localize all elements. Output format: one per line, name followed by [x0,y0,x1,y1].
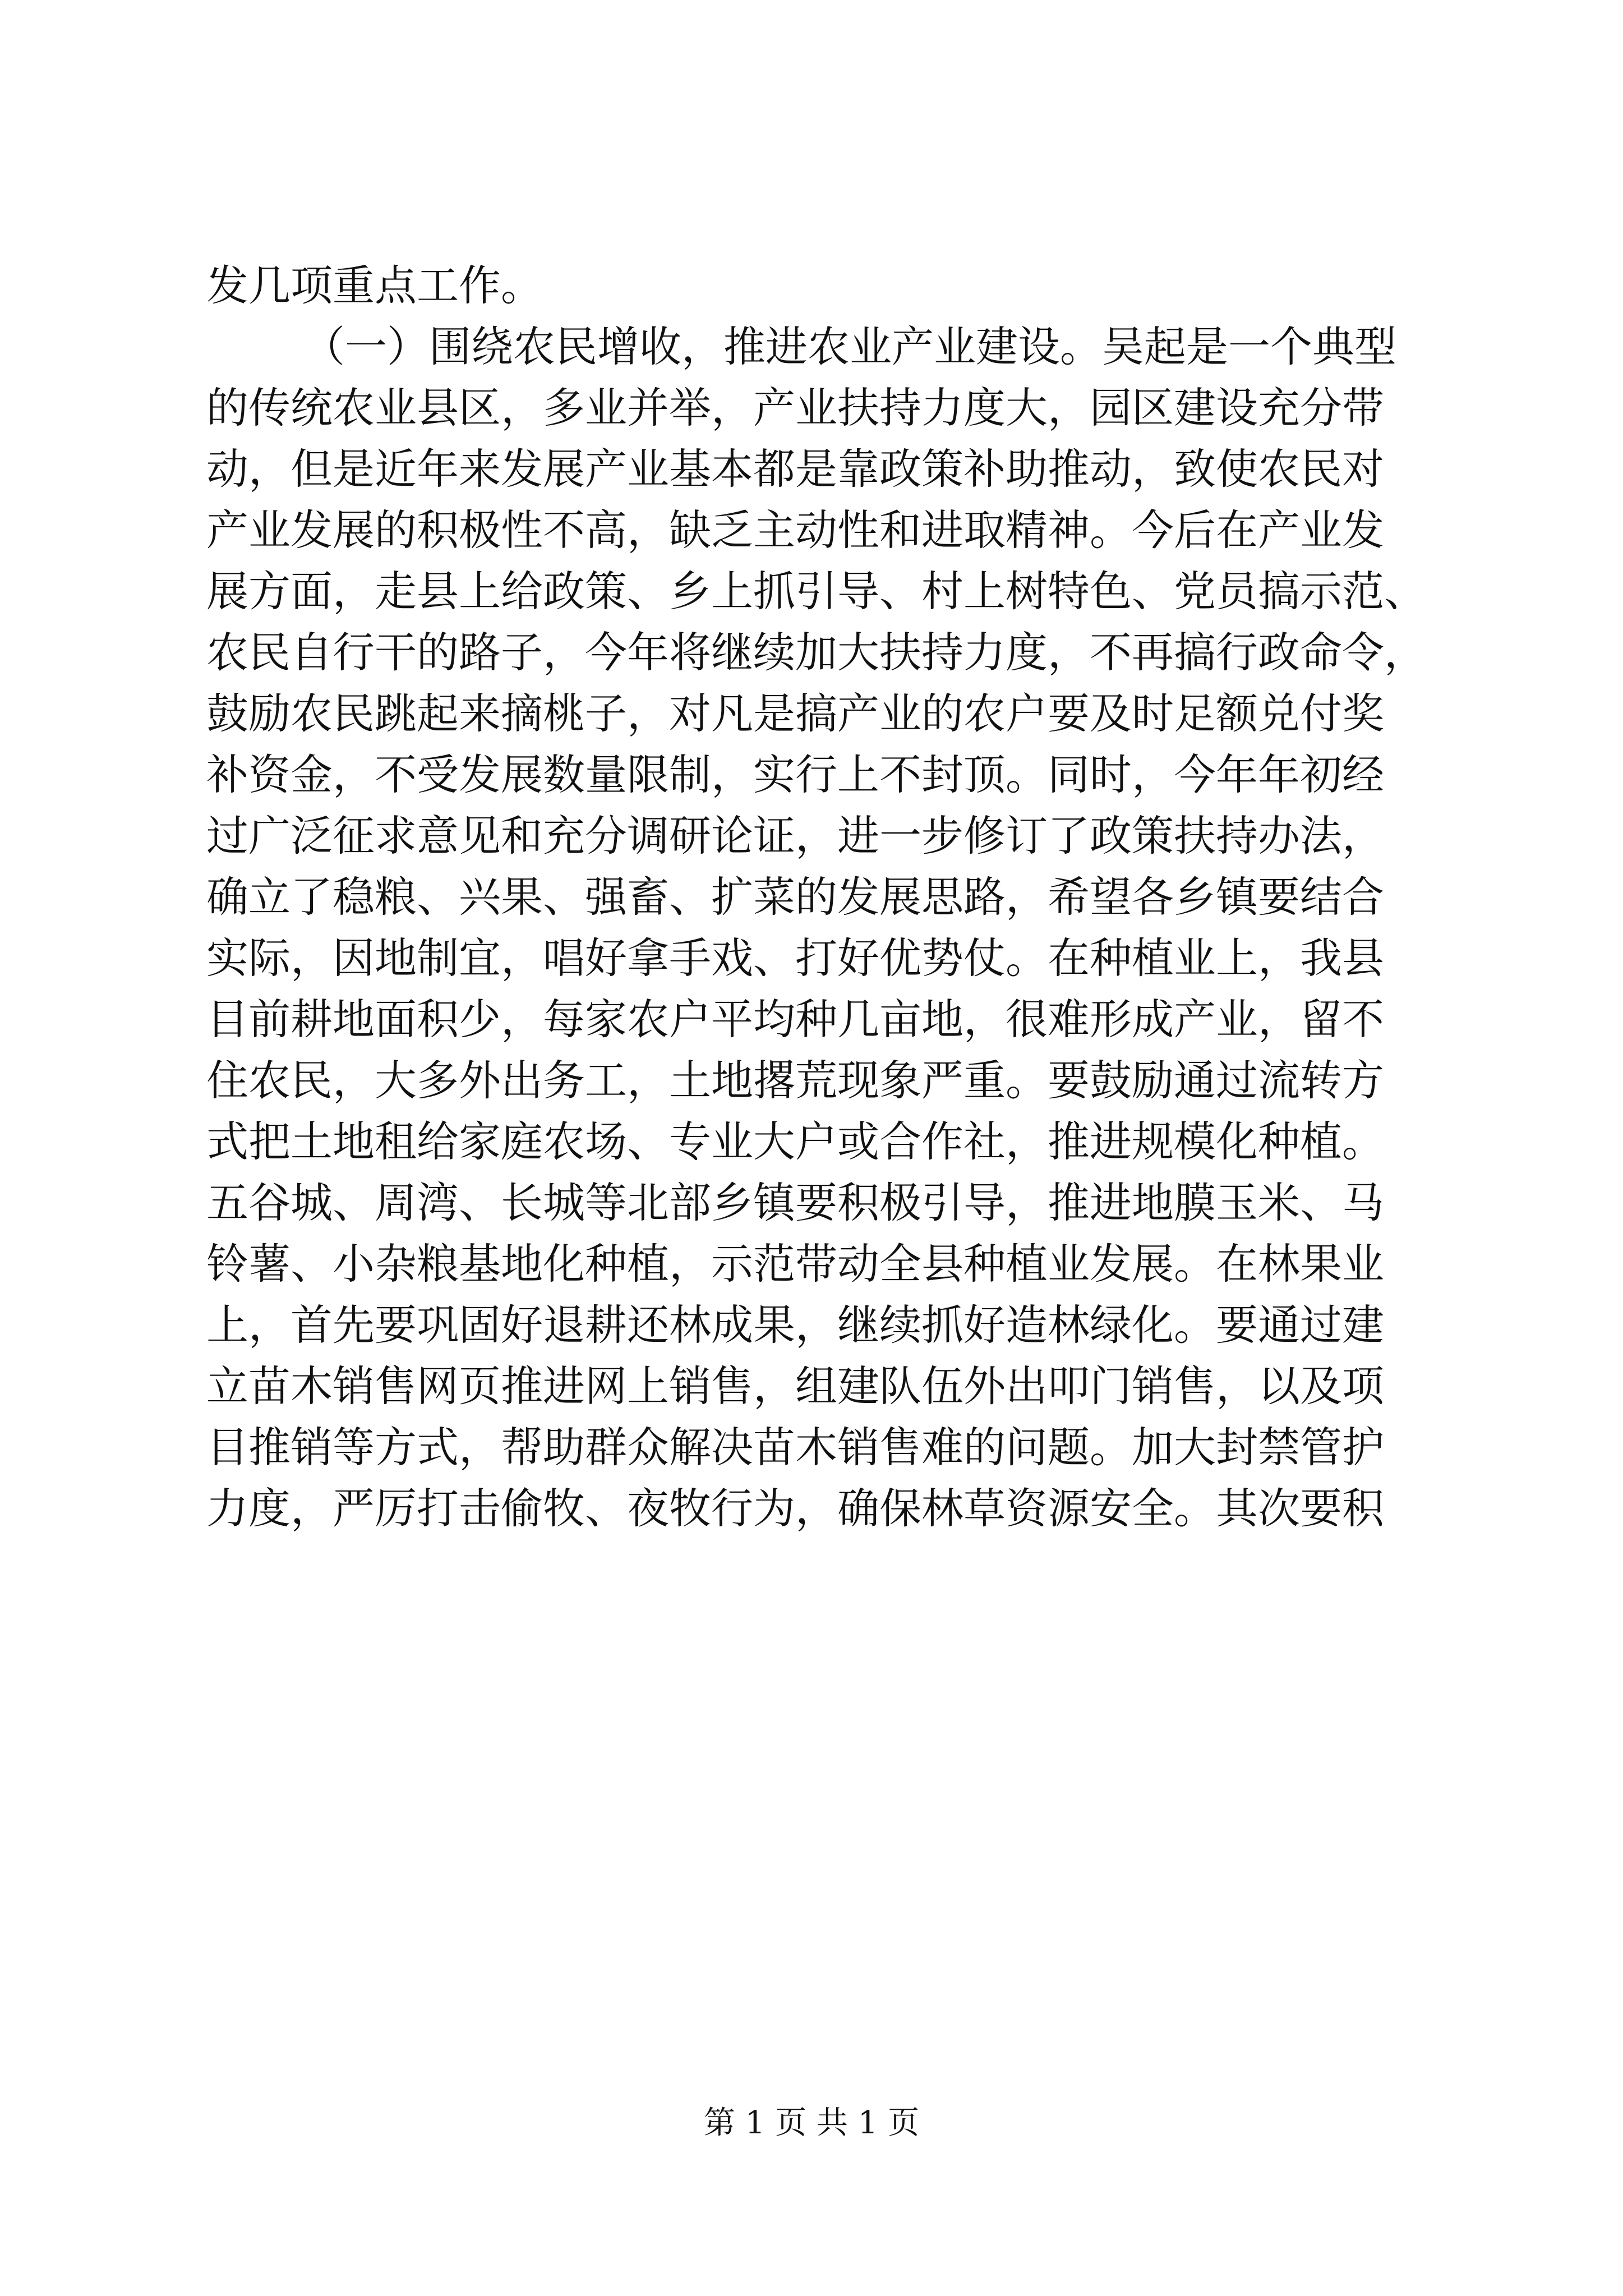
text-line: 目推销等方式，帮助群众解决苗木销售难的问题。加大封禁管护 [206,1423,1385,1472]
text-line: 力度，严厉打击偷牧、夜牧行为，确保林草资源安全。其次要积 [206,1484,1385,1533]
text-line: 展方面，走县上给政策、乡上抓引导、村上树特色、党员搞示范、 [206,567,1427,616]
body-text [206,255,1429,1539]
text-line: 农民自行干的路子，今年将继续加大扶持力度，不再搞行政命令， [206,628,1427,677]
text-line: 补资金，不受发展数量限制，实行上不封顶。同时，今年年初经 [206,750,1385,799]
text-line: 立苗木销售网页推进网上销售，组建队伍外出叩门销售，以及项 [206,1361,1385,1411]
text-line: 上，首先要巩固好退耕还林成果，继续抓好造林绿化。要通过建 [206,1300,1385,1350]
text-line: 发几项重点工作。 [206,261,543,310]
text-line: 动，但是近年来发展产业基本都是靠政策补助推动，致使农民对 [206,444,1385,494]
text-line: 铃薯、小杂粮基地化种植，示范带动全县种植业发展。在林果业 [206,1239,1385,1289]
text-line: 产业发展的积极性不高，缺乏主动性和进取精神。今后在产业发 [206,505,1385,555]
text-line: 鼓励农民跳起来摘桃子，对凡是搞产业的农户要及时足额兑付奖 [206,689,1385,738]
text-line: 的传统农业县区，多业并举，产业扶持力度大，园区建设充分带 [206,383,1385,432]
text-line: 住农民，大多外出务工，土地撂荒现象严重。要鼓励通过流转方 [206,1056,1385,1105]
text-line: 确立了稳粮、兴果、强畜、扩菜的发展思路，希望各乡镇要结合 [206,872,1385,922]
text-line: 五谷城、周湾、长城等北部乡镇要积极引导，推进地膜玉米、马 [206,1178,1385,1227]
text-line: 实际，因地制宜，唱好拿手戏、打好优势仗。在种植业上，我县 [206,933,1385,983]
paragraph-first-line: （一）围绕农民增收，推进农业产业建设。吴起是一个典型 [303,322,1397,371]
text-line: 目前耕地面积少，每家农户平均种几亩地，很难形成产业，留不 [206,995,1385,1044]
page-footer: 第 1 页 共 1 页 [703,2105,920,2141]
text-line: 式把土地租给家庭农场、专业大户或合作社，推进规模化种植。 [206,1117,1385,1166]
text-line: 过广泛征求意见和充分调研论证，进一步修订了政策扶持办法， [206,811,1385,861]
